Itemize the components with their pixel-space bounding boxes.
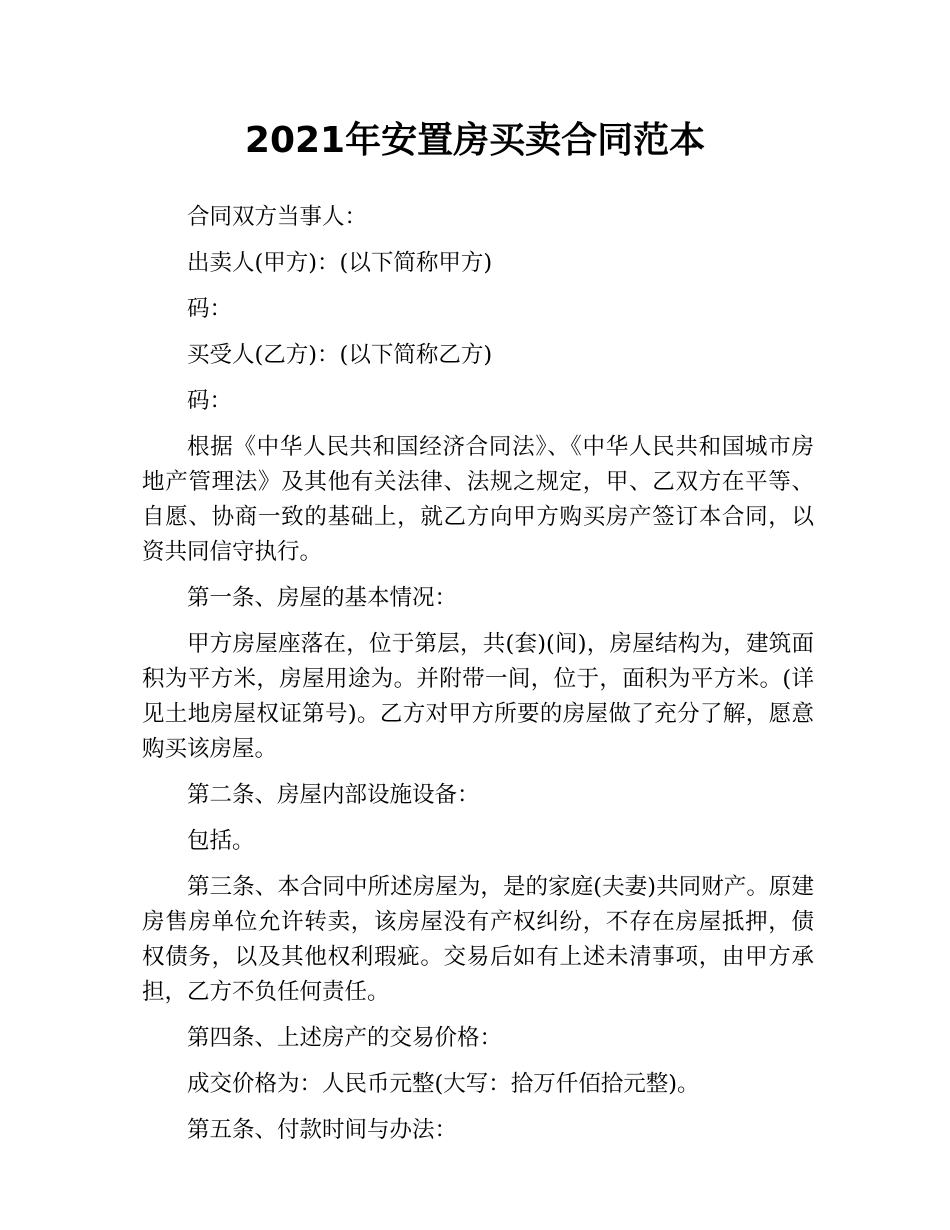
document-body <box>142 200 814 1159</box>
paragraph-article-4-body: 成交价格为：人民币元整(大写：拾万仟佰拾元整)。 <box>187 1071 700 1097</box>
paragraph-article-3: 第三条、本合同中所述房屋为，是的家庭(夫妻)共同财产。原建房售房单位允许转卖，该房屋没有产权纠纷，不存在房屋抵押，债权债务，以及其他权利瑕疵。交易后如有上述未清事项，由甲方承担，乙方不负任何责任。 <box>142 874 814 1005</box>
paragraph-buyer: 买受人(乙方)：(以下简称乙方) <box>187 342 493 368</box>
paragraph-article-5-heading: 第五条、付款时间与办法： <box>187 1117 458 1143</box>
paragraph-article-2-body: 包括。 <box>187 828 255 854</box>
paragraph-article-2-heading: 第二条、房屋内部设施设备： <box>187 782 480 808</box>
paragraph-article-1-heading: 第一条、房屋的基本情况： <box>187 585 458 611</box>
paragraph-seller: 出卖人(甲方)：(以下简称甲方) <box>187 250 493 276</box>
paragraph-article-4-heading: 第四条、上述房产的交易价格： <box>187 1025 503 1051</box>
document-title: 2021年安置房买卖合同范本 <box>244 120 706 161</box>
paragraph-seller-code: 码： <box>187 296 233 322</box>
paragraph-legal-basis: 根据《中华人民共和国经济合同法》、《中华人民共和国城市房地产管理法》及其他有关法律、法规之规定，甲、乙双方在平等、自愿、协商一致的基础上，就乙方向甲方购买房产签订本合同，以资共同信守执行。 <box>142 434 814 565</box>
paragraph-buyer-code: 码： <box>187 388 233 414</box>
paragraph-article-1-body: 甲方房屋座落在，位于第层，共(套)(间)，房屋结构为，建筑面积为平方米，房屋用途为。并附带一间，位于，面积为平方米。(详见土地房屋权证第号)。乙方对甲方所要的房屋做了充分了解，愿意购买该房屋。 <box>142 631 814 762</box>
paragraph-parties: 合同双方当事人： <box>187 204 368 230</box>
